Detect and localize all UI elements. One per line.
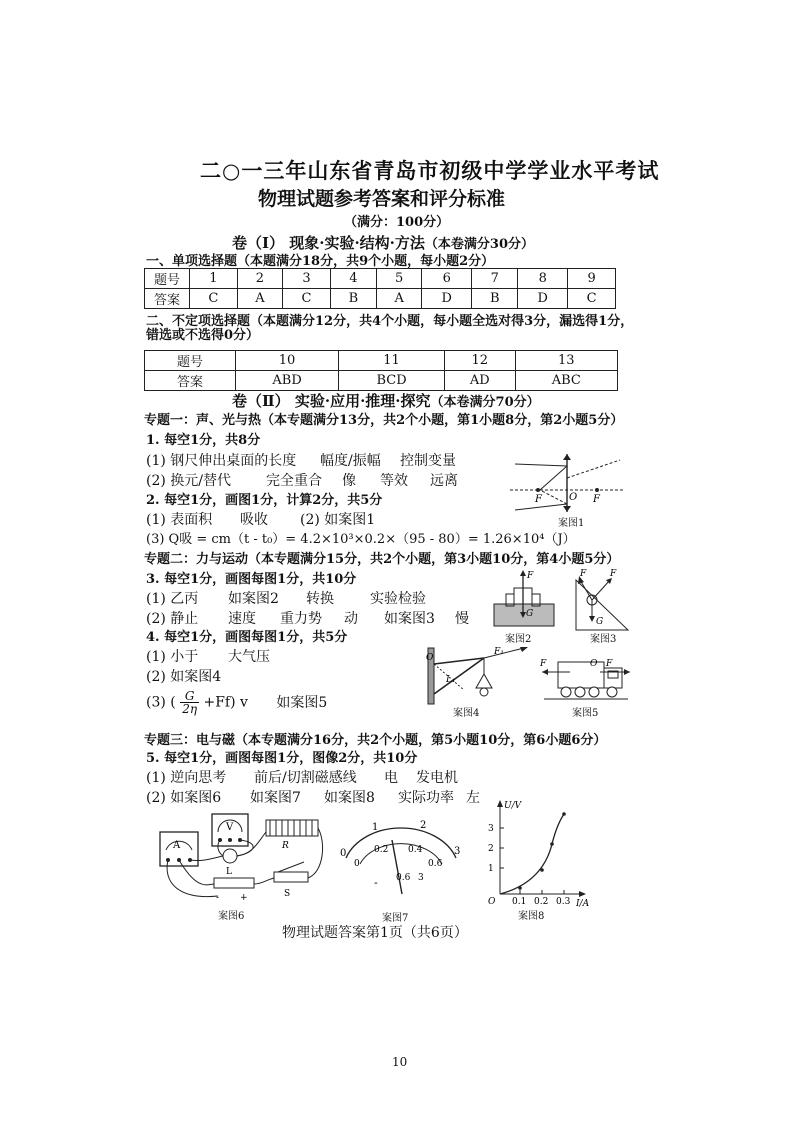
q1-answer-4: (2) 换元/替代 [146,473,231,489]
fig7-lower-tick: 0 [354,859,360,869]
topic3-heading: 专题三：电与磁（本专题满分16分，共2个小题，第5小题10分，第6小题6分） [144,733,607,748]
figure-7-caption: 案图7 [382,913,409,924]
svg-text:L₁: L₁ [446,675,456,685]
q2-answer-3: (2) 如案图1 [300,512,376,528]
table-cell: 10 [236,351,339,371]
q2-heading: 2. 每空1分，画图1分，计算2分，共5分 [146,493,383,508]
fig8-ylabel: U/V [504,801,522,811]
fig8-xtick: 0.1 [512,897,527,907]
q4-answer-1: (1) 小于 [146,649,199,665]
figure-4-caption: 案图4 [453,708,480,719]
q5-answer-4: 发电机 [416,770,458,786]
fig7-lower-tick: 0.4 [408,845,423,855]
table-cell: 3 [283,269,331,289]
q4-fraction-denominator: 2η [182,702,198,716]
fig7-upper-tick: 0 [340,848,347,859]
table-cell: 1 [190,269,238,289]
table-cell: 12 [444,351,515,371]
table-cell: A [376,289,421,309]
svg-text:O: O [569,492,578,503]
figure-8-ui-graph [480,798,590,908]
q3-answer-1: (1) 乙丙 [146,591,199,607]
q1-answer-8: 远离 [430,473,458,489]
q1-answer-5: 完全重合 [266,473,322,489]
figure-6-circuit-diagram [158,812,328,912]
fig7-terminal: 0.6 [396,873,411,883]
figure-3-incline-diagram [570,566,634,638]
svg-text:O: O [426,653,434,663]
table-cell: AD [444,371,515,391]
q3-answer-2: 如案图2 [228,591,279,607]
table-row-label: 题号 [145,269,190,289]
q5-answer-7: 如案图8 [324,790,375,806]
volume2-heading-text: 卷（Ⅱ） 实验·应用·推理·探究 [232,392,431,410]
svg-text:F: F [593,494,600,505]
table-cell: C [568,289,616,309]
figure-1-caption: 案图1 [558,518,585,529]
q2-answer-1: (1) 表面积 [146,512,213,528]
q4-fraction-numerator: G [180,690,199,703]
section2-heading-line1: 二、不定项选择题（本题满分12分，共4个小题，每小题全选对得3分，漏选得1分， [146,314,634,329]
svg-text:A: A [173,840,181,851]
figure-2-caption: 案图2 [505,634,532,645]
q4-answer-3: (2) 如案图4 [146,669,222,685]
svg-text:R: R [282,841,289,851]
q4-tail: 如案图5 [276,694,328,711]
q5-answer-3: 电 [384,770,398,786]
table-cell: B [330,289,376,309]
table-cell: 11 [339,351,445,371]
svg-text:-: - [216,893,220,903]
table-cell: 7 [472,269,518,289]
q3-heading: 3. 每空1分，画图每图1分，共10分 [146,572,357,587]
q1-answer-7: 等效 [380,473,408,489]
q4-prefix: (3) ( [146,694,176,711]
fig8-ytick: 2 [488,844,494,854]
section1-heading: 一、单项选择题（本题满分18分，共9个小题，每小题2分） [146,254,495,269]
table-cell: ABD [236,371,339,391]
svg-text:F: F [610,569,617,579]
fig7-lower-tick: 0.2 [374,845,389,855]
svg-text:F: F [606,659,613,669]
q5-heading: 5. 每空1分，画图每图1分，图像2分，共10分 [146,751,418,766]
q5-answer-1: (1) 逆向思考 [146,770,227,786]
q3-answer-4: 实验检验 [370,591,426,607]
table-cell: ABC [515,371,617,391]
q3-answer-3: 转换 [306,591,334,607]
q5-answer-8: 实际功率 [398,790,454,806]
q3-answer-9: 如案图3 [384,611,435,627]
svg-text:F: F [580,569,587,579]
volume1-heading [232,236,534,251]
svg-text:F: F [527,571,534,581]
topic2-heading: 专题二：力与运动（本专题满分15分，共2个小题，第3小题10分，第4小题5分） [144,552,620,567]
q5-answer-5: (2) 如案图6 [146,790,222,806]
svg-text:F₁: F₁ [494,647,504,657]
section2-heading-line2: 错选或不选得0分） [146,328,260,343]
figure-5-caption: 案图5 [572,708,599,719]
fig8-ytick: 3 [488,824,494,834]
fig7-terminal: 3 [418,873,424,883]
table-cell: B [472,289,518,309]
figure-6-caption: 案图6 [218,911,245,922]
table-cell: D [422,289,472,309]
q3-answer-10: 慢 [455,611,469,627]
fig8-origin: O [488,897,496,907]
q1-answer-1: (1) 钢尺伸出桌面的长度 [146,453,297,469]
q5-answer-6: 如案图7 [250,790,301,806]
volume2-heading-note: （本卷满分70分） [430,395,540,410]
volume1-heading-note: （本卷满分30分） [424,237,535,252]
figure-1-lens-diagram [505,448,630,528]
fig7-terminal: - [374,876,378,889]
q3-answer-5: (2) 静止 [146,611,199,627]
svg-text:O: O [590,659,598,669]
q2-calculation: (3) Q吸 = cm（t - t₀）= 4.2×10³×0.2×（95 - 80）= 1.26×10⁴（J） [146,532,576,547]
q1-heading: 1. 每空1分，共8分 [146,433,261,448]
figure-5-truck-diagram [540,652,632,708]
table-cell: 13 [515,351,617,371]
topic1-heading: 专题一：声、光与热（本专题满分13分，共2个小题，第1小题8分，第2小题5分） [144,413,624,428]
table-cell: 2 [237,269,282,289]
fig8-ytick: 1 [488,864,494,874]
table-cell: D [518,289,568,309]
volume2-heading [232,394,540,409]
svg-text:L: L [226,867,232,877]
answer-table-single [144,268,616,309]
figure-7-meter-dial [334,814,464,904]
q3-answer-6: 速度 [228,611,256,627]
q3-answer-8: 动 [344,611,358,627]
exam-subtitle: 物理试题参考答案和评分标准 [258,188,506,210]
table-cell: A [237,289,282,309]
q4-suffix: +Ff) v [203,694,248,711]
q5-answer-9: 左 [466,790,480,806]
table-row-label: 答案 [145,289,190,309]
svg-text:G: G [526,609,534,619]
page-number: 10 [392,1055,408,1069]
fig8-xlabel: I/A [576,899,590,908]
fig8-xtick: 0.2 [534,897,549,907]
table-row-label: 答案 [145,371,236,391]
table-cell: 9 [568,269,616,289]
fig7-upper-tick: 2 [420,820,427,831]
full-score: （满分：100分） [344,215,450,230]
table-cell: C [283,289,331,309]
svg-text:F: F [535,494,542,505]
svg-text:S: S [284,889,291,899]
q1-answer-3: 控制变量 [400,453,456,469]
q2-answer-2: 吸收 [240,512,268,528]
exam-title: 二○一三年山东省青岛市初级中学学业水平考试 [200,158,660,183]
q4-answer-4 [146,690,327,715]
table-cell: 5 [376,269,421,289]
table-cell: 8 [518,269,568,289]
q5-answer-2: 前后/切割磁感线 [254,770,357,786]
fig8-xtick: 0.3 [556,897,571,907]
fig7-upper-tick: 3 [454,846,461,857]
q1-answer-6: 像 [342,473,356,489]
page-note: 物理试题答案第1页（共6页） [282,925,468,941]
q4-fraction [180,690,199,715]
volume1-heading-text: 卷（Ⅰ） 现象·实验·结构·方法 [232,234,425,252]
svg-text:+: + [240,893,248,903]
fig7-upper-tick: 1 [372,822,379,833]
answer-table-multi [144,350,618,391]
table-cell: BCD [339,371,445,391]
fig7-lower-tick: 0.6 [428,859,443,869]
q4-answer-2: 大气压 [228,649,270,665]
table-cell: 4 [330,269,376,289]
figure-8-caption: 案图8 [518,911,545,922]
q3-answer-7: 重力势 [280,611,322,627]
svg-text:V: V [226,822,234,833]
figure-3-caption: 案图3 [590,634,617,645]
q4-heading: 4. 每空1分，画图每图1分，共5分 [146,630,348,645]
q1-answer-2: 幅度/振幅 [320,453,381,469]
figure-4-lever-diagram [424,644,534,708]
table-cell: 6 [422,269,472,289]
table-cell: C [190,289,238,309]
svg-text:F: F [540,659,547,669]
table-row-label: 题号 [145,351,236,371]
figure-2-force-diagram [492,566,558,638]
svg-text:G: G [596,617,604,627]
